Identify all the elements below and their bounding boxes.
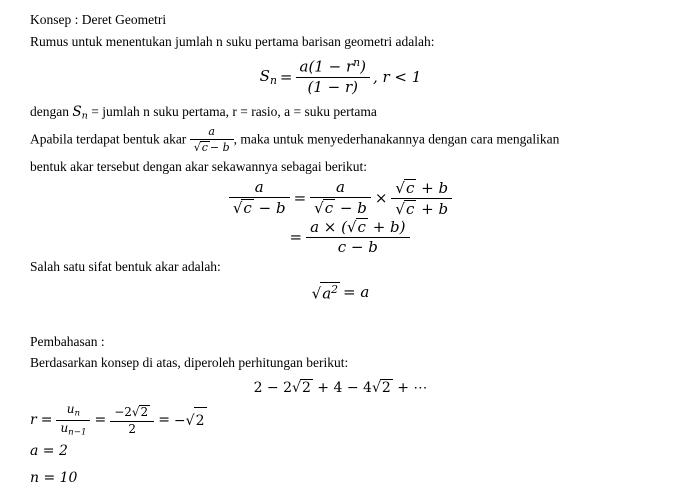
rationalize-result: $\frac{a \times (√c + b)}{c - b}$	[306, 218, 409, 257]
ratio-fraction-num: $\frac{-2√2}{2}$	[110, 405, 154, 437]
pembahasan-title: Pembahasan :	[30, 333, 105, 349]
sifat-formula	[30, 282, 651, 303]
ratio-fraction-u: $\frac{u_n}{u_{n-1}}$	[56, 403, 90, 439]
ratio-equals-1: =	[40, 412, 53, 429]
sifat-equals: = a	[343, 283, 370, 302]
rationalize-equals-2: =	[289, 228, 303, 247]
rationalize-line-1	[30, 179, 651, 219]
rationalize-lhs: $\frac{a}{√c - b}$	[229, 179, 290, 218]
konsep-intro: Rumus untuk menentukan jumlah n suku pertama barisan geometri adalah:	[30, 33, 435, 49]
series-term1: 2 − 2	[253, 379, 293, 396]
ratio-row	[30, 403, 651, 439]
where-line	[30, 102, 651, 124]
section-spacer	[30, 310, 651, 332]
akar-line-2: bentuk akar tersebut dengan akar sekawannya sebagai berikut:	[30, 159, 367, 175]
sqrt-a-squared: $√a^2$	[311, 283, 339, 303]
n-value: n = 10	[30, 469, 78, 486]
rationalize-line-2	[48, 218, 651, 257]
formula-sn	[30, 57, 651, 96]
sn-numerator: $a(1 - r^n)$	[299, 56, 366, 76]
rationalize-equals-1: =	[293, 189, 307, 208]
akar-frac-num: a	[208, 124, 215, 138]
sn-equals: =	[279, 67, 293, 86]
a-value: a = 2	[30, 443, 68, 460]
where-symbol: $S_n$	[72, 104, 88, 122]
ratio-equals-2: =	[94, 412, 107, 429]
a-row	[30, 438, 651, 465]
where-text: = jumlah n suku pertama, r = rasio, a = suku pertama	[87, 104, 377, 120]
ratio-equals-3: =	[158, 412, 170, 429]
sn-condition: , r < 1	[372, 67, 422, 86]
rationalize-mid: $\frac{a}{√c - b}$	[310, 179, 371, 218]
sn-symbol: $S_n$	[259, 66, 277, 87]
akar-inline-fraction	[190, 126, 234, 155]
variable-list	[30, 403, 651, 492]
sifat-line: Salah satu sifat bentuk akar adalah:	[30, 258, 221, 274]
where-prefix: dengan	[30, 104, 73, 120]
sn-fraction	[296, 57, 370, 96]
akar-part2: , maka untuk menyederhanakannya dengan cara mengalikan	[233, 131, 560, 147]
ratio-result: −√2	[174, 407, 207, 435]
rationalize-times: ×	[374, 189, 388, 208]
ratio-symbol: r	[30, 412, 37, 429]
n-row	[30, 465, 651, 492]
akar-line-1	[30, 126, 651, 155]
pembahasan-intro: Berdasarkan konsep di atas, diperoleh perhitungan berikut:	[30, 355, 349, 371]
series-expression: 2 − 2√2 + 4 − 4√2 + ⋯	[253, 379, 428, 396]
konsep-title: Konsep : Deret Geometri	[30, 12, 167, 27]
rationalize-right: $\frac{√c + b}{√c + b}$	[391, 179, 452, 219]
akar-part1: Apabila terdapat bentuk akar	[30, 131, 190, 147]
sn-denominator: (1 − r)	[296, 77, 370, 96]
series-term3: + ⋯	[392, 379, 428, 396]
series-term2: + 4 − 4	[312, 379, 372, 396]
akar-frac-den: √c − b	[190, 139, 234, 155]
